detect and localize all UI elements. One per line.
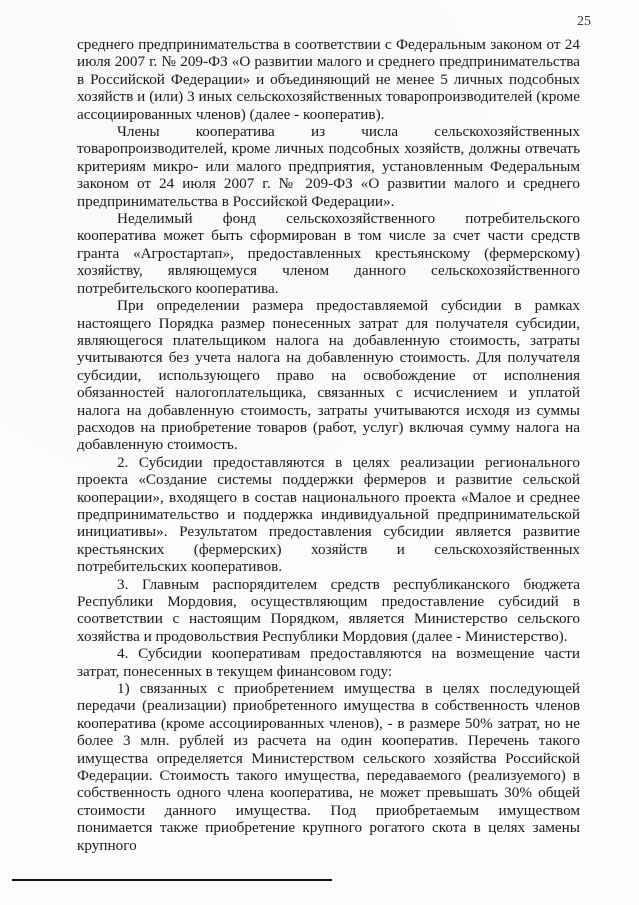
document-body bbox=[77, 36, 580, 854]
scan-edge-line bbox=[12, 879, 332, 881]
paragraph-2: Члены кооператива из числа сельскохозяйственных товаропроизводителей, кроме личных подсобных хозяйств, должны отвечать критериям микро- или малого предприятия, установленным Федеральным законом от 24 июля 2007 г. № 209-ФЗ «О развитии малого и среднего предпринимательства в Российской Федерации». bbox=[77, 123, 580, 210]
paragraph-5: 2. Субсидии предоставляются в целях реализации регионального проекта «Создание системы поддержки фермеров и развитие сельской кооперации», входящего в состав национального проекта «Малое и среднее предпринимательство и поддержка индивидуальной предпринимательской инициативы». Результатом предоставления субсидии является развитие крестьянских (фермерских) хозяйств и сельскохозяйственных потребительских кооперативов. bbox=[77, 453, 580, 576]
paragraph-7: 4. Субсидии кооперативам предоставляются на возмещение части затрат, понесенных в текущем финансовом году: bbox=[77, 645, 580, 680]
paragraph-8: 1) связанных с приобретением имущества в целях последующей передачи (реализации) приобретенного имущества в собственность членов кооператива (кроме ассоциированных членов), - в размере 50% затрат, но не более 3 млн. рублей из расчета на один кооператив. Перечень такого имущества определяется Министерством сельского хозяйства Российской Федерации. Стоимость такого имущества, передаваемого (реализуемого) в собственность одного члена кооператива, не может превышать 30% общей стоимости данного имущества. Под приобретаемым имуществом понимается также приобретение крупного рогатого скота в целях замены крупного bbox=[77, 680, 580, 854]
paragraph-1: среднего предпринимательства в соответствии с Федеральным законом от 24 июля 2007 г. № 209-ФЗ «О развитии малого и среднего предпринимательства в Российской Федерации» и объединяющий не менее 5 личных подсобных хозяйств и (или) 3 иных сельскохозяйственных товаропроизводителей (кроме ассоциированных членов) (далее - кооператив). bbox=[77, 36, 580, 123]
paragraph-3: Неделимый фонд сельскохозяйственного потребительского кооператива может быть сформирован в том числе за счет части средств гранта «Агростартап», предоставленных крестьянскому (фермерскому) хозяйству, являющемуся членом данного сельскохозяйственного потребительского кооператива. bbox=[77, 210, 580, 297]
paragraph-4: При определении размера предоставляемой субсидии в рамках настоящего Порядка размер понесенных затрат для получателя субсидии, являющегося плательщиком налога на добавленную стоимость, затраты учитываются без учета налога на добавленную стоимость. Для получателя субсидии, использующего право на освобождение от исполнения обязанностей налогоплательщика, связанных с исчислением и уплатой налога на добавленную стоимость, затраты учитываются исходя из суммы расходов на приобретение товаров (работ, услуг) включая сумму налога на добавленную стоимость. bbox=[77, 297, 580, 454]
paragraph-6: 3. Главным распорядителем средств республиканского бюджета Республики Мордовия, осуществляющим предоставление субсидий в соответствии с настоящим Порядком, является Министерство сельского хозяйства и продовольствия Республики Мордовия (далее - Министерство). bbox=[77, 575, 580, 645]
page-number: 25 bbox=[577, 14, 591, 29]
